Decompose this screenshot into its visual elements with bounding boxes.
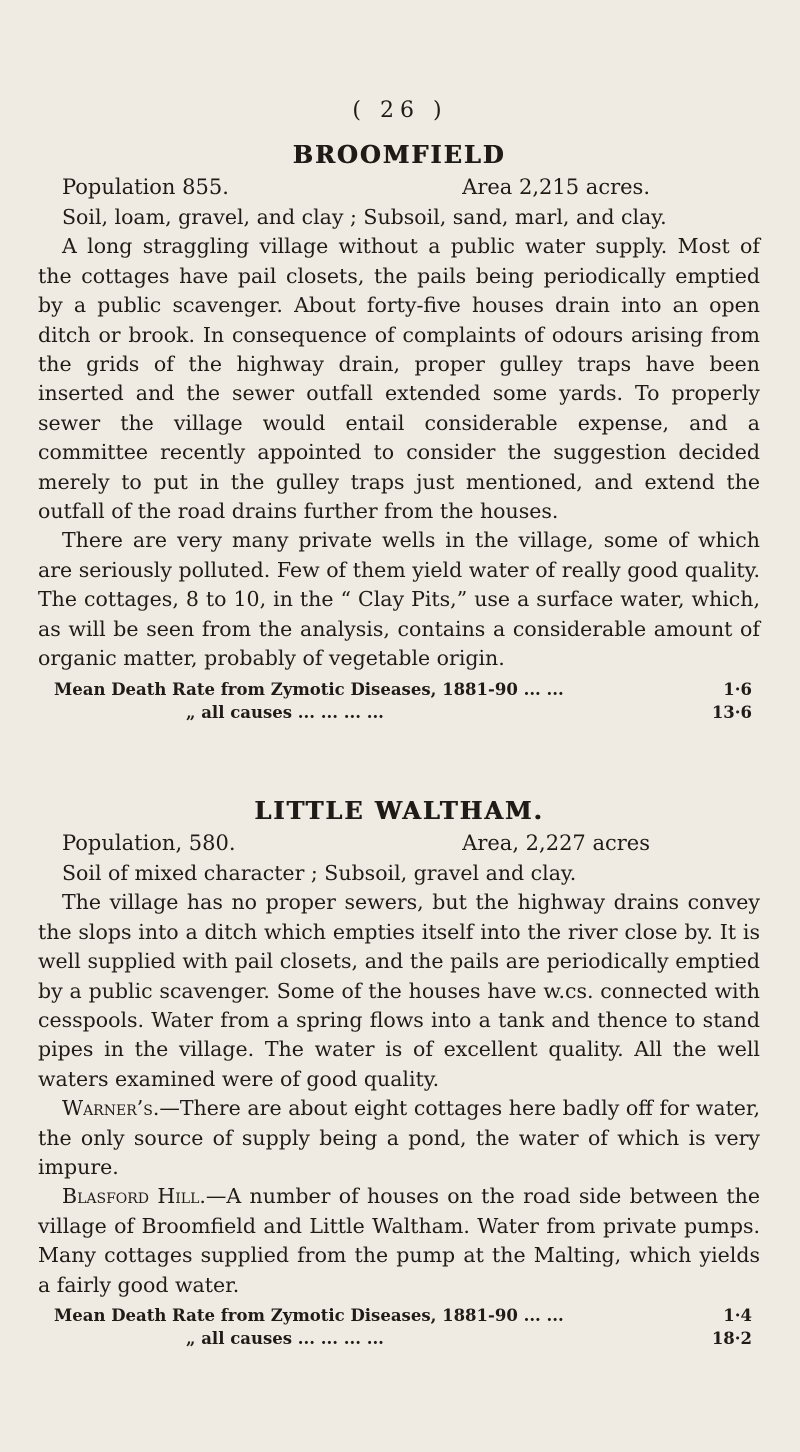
page-number: ( 26 ): [352, 98, 448, 123]
rate-label: „ all causes ... ... ... ...: [186, 702, 384, 722]
blasford-paragraph: [38, 1182, 760, 1300]
broomfield-death-rates: [38, 678, 760, 724]
broomfield-pop-area: [38, 175, 760, 199]
little-waltham-area: Area, 2,227 acres: [462, 831, 650, 855]
little-waltham-rate-zymotic: [38, 1304, 760, 1327]
little-waltham-death-rates: [38, 1304, 760, 1350]
little-waltham-section: [38, 796, 760, 1350]
little-waltham-rate-all: [38, 1327, 760, 1350]
rate-label: Mean Death Rate from Zymotic Diseases, 1881-90 ... ...: [54, 1306, 564, 1326]
rate-value: 18·2: [711, 1329, 752, 1349]
rate-label: Mean Death Rate from Zymotic Diseases, 1881-90 ... ...: [54, 679, 564, 699]
broomfield-soil: Soil, loam, gravel, and clay ; Subsoil, sand, marl, and clay.: [62, 205, 667, 229]
little-waltham-pop-area: [38, 831, 760, 855]
warners-text: —There are about eight cottages here badly off for water, the only source of supply being a pond, the water of which is very impure.: [38, 1096, 760, 1180]
rate-value: 13·6: [711, 702, 752, 722]
broomfield-paragraph-1: A long straggling village without a public water supply. Most of the cottages have pail closets, the pails being periodically emptied by a public scavenger. About forty-five houses drain into an open ditch or brook. In consequence of complaints of odours arising from the grids of the highway drain, proper gulley traps have been inserted and the sewer outfall extended some yards. To properly sewer the village would entail considerable expense, and a committee recently appointed to consider the suggestion decided merely to put in the gulley traps just mentioned, and extend the outfall of the road drains further from the houses.: [38, 234, 760, 524]
little-waltham-population: Population, 580.: [62, 831, 236, 855]
broomfield-heading: BROOMFIELD: [292, 140, 506, 169]
blasford-name: Blasford Hill.: [62, 1184, 206, 1209]
warners-name: Warner’s.: [62, 1096, 160, 1121]
broomfield-rate-all: [38, 701, 760, 724]
broomfield-paragraph-2: There are very many private wells in the village, some of which are seriously polluted. Few of them yield water of really good quality. The cottages, 8 to 10, in the “ Clay Pits,” use a surface water, which, as will be seen from the analysis, contains a considerable amount of organic matter, probably of vegetable origin.: [38, 528, 760, 671]
little-waltham-soil: Soil of mixed character ; Subsoil, gravel and clay.: [62, 861, 577, 885]
broomfield-rate-zymotic: [38, 678, 760, 701]
blasford-text: —A number of houses on the road side between the village of Broomfield and Little Waltham. Water from private pumps. Many cottages supplied from the pump at the Malting, which yields a fairly good water.: [38, 1184, 761, 1297]
rate-value: 1·4: [723, 1306, 752, 1326]
warners-paragraph: [38, 1094, 760, 1182]
broomfield-population: Population 855.: [62, 175, 229, 199]
little-waltham-paragraph-1: The village has no proper sewers, but the highway drains convey the slops into a ditch which empties itself into the river close by. It is well supplied with pail closets, and the pails are periodically emptied by a public scavenger. Some of the houses have w.cs. connected with cesspools. Water from a spring flows into a tank and thence to stand pipes in the village. The water is of excellent quality. All the well waters examined were of good quality.: [38, 890, 760, 1091]
broomfield-section: [38, 140, 760, 724]
little-waltham-heading: LITTLE WALTHAM.: [254, 796, 544, 825]
rate-value: 1·6: [723, 679, 752, 699]
rate-label: „ all causes ... ... ... ...: [186, 1329, 384, 1349]
broomfield-area: Area 2,215 acres.: [462, 175, 650, 199]
